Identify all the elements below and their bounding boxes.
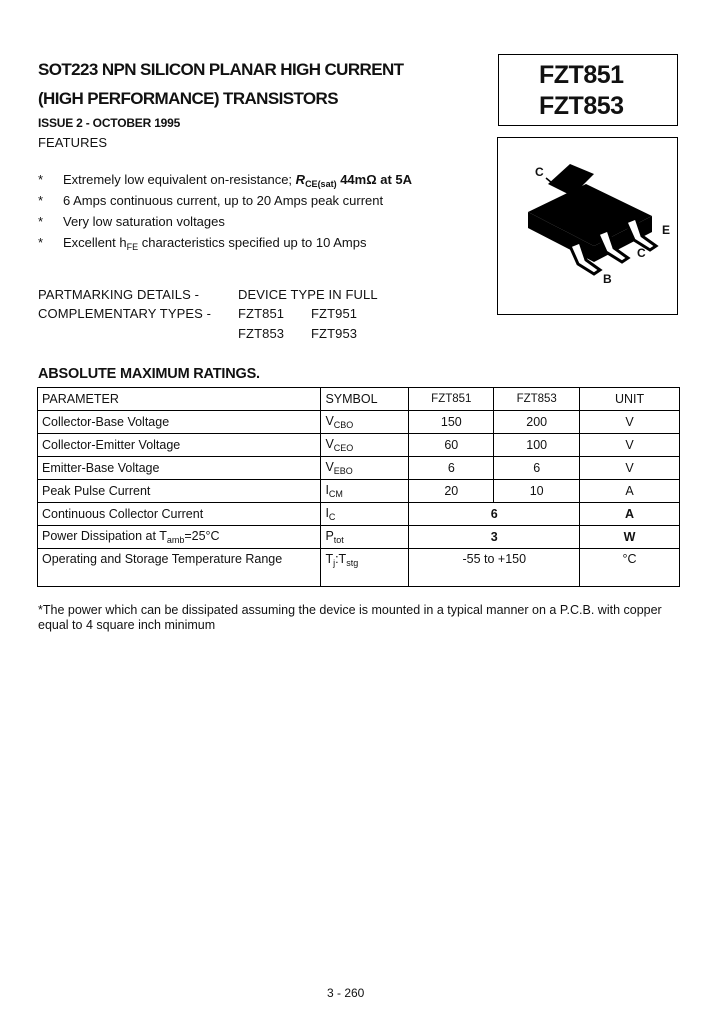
comp-npn-1: FZT851 — [238, 306, 285, 321]
table-header-row — [38, 388, 680, 411]
part-number-1: FZT851 — [539, 61, 624, 89]
complementary-label: COMPLEMENTARY TYPES - — [38, 306, 212, 321]
part-number-box — [498, 54, 678, 126]
ratings-table — [37, 387, 680, 587]
feature-item: * Extremely low equivalent on-resistance; $R_{CE(sat)}$ 44mΩ at 5A — [38, 172, 413, 189]
header-symbol: SYMBOL — [321, 388, 409, 411]
pin-label-c-top: C — [535, 165, 544, 179]
feature-item: * 6 Amps continuous current, up to 20 Amps peak current — [38, 193, 384, 208]
package-drawing-box — [497, 137, 678, 315]
header-fzt851: FZT851 — [409, 388, 494, 411]
page-number: 3 - 260 — [327, 986, 365, 1000]
ratings-heading: ABSOLUTE MAXIMUM RATINGS. — [38, 366, 260, 382]
table-row: Collector-Emitter Voltage $V_{CEO}$ 60 100 V — [38, 434, 680, 457]
table-row: Collector-Base Voltage $V_{CBO}$ 150 200 V — [38, 411, 680, 434]
pin-label-b: B — [603, 272, 612, 286]
title-line-2: (HIGH PERFORMANCE) TRANSISTORS — [38, 89, 338, 108]
comp-pnp-1: FZT951 — [311, 306, 358, 321]
comp-npn-2: FZT853 — [238, 326, 285, 341]
header-fzt853: FZT853 — [494, 388, 580, 411]
table-row: Operating and Storage Temperature Range $T_j:T_{stg}$ -55 to +150 °C — [38, 549, 680, 587]
issue-date: ISSUE 2 - OCTOBER 1995 — [38, 116, 181, 130]
table-row: Power Dissipation at $T_{amb}=25^\circ C$ $P_{tot}$ 3 W — [38, 526, 680, 549]
feature-item: * Excellent $h_{FE}$ characteristics specified up to 10 Amps — [38, 235, 367, 252]
part-number-2: FZT853 — [539, 92, 624, 120]
sot223-package-diagram — [498, 138, 677, 314]
table-row: Continuous Collector Current $I_C$ 6 A — [38, 503, 680, 526]
footnote: *The power which can be dissipated assuming the device is mounted in a typical manner on a P.C.B. with copper equal to 4 square inch minimum — [38, 603, 662, 632]
table-row: Peak Pulse Current $I_{CM}$ 20 10 A — [38, 480, 680, 503]
pin-label-e: E — [662, 223, 671, 237]
features-heading: FEATURES — [38, 135, 108, 150]
features-list — [38, 172, 412, 256]
header-parameter: PARAMETER — [38, 388, 321, 411]
header-unit: UNIT — [580, 388, 680, 411]
partmarking-label: PARTMARKING DETAILS - — [38, 287, 200, 302]
partmarking-value: DEVICE TYPE IN FULL — [238, 287, 378, 302]
feature-item: * Very low saturation voltages — [38, 214, 225, 229]
title-line-1: SOT223 NPN SILICON PLANAR HIGH CURRENT — [38, 60, 404, 79]
table-row: Emitter-Base Voltage $V_{EBO}$ 6 6 V — [38, 457, 680, 480]
comp-pnp-2: FZT953 — [311, 326, 358, 341]
pin-label-c: C — [637, 246, 646, 260]
